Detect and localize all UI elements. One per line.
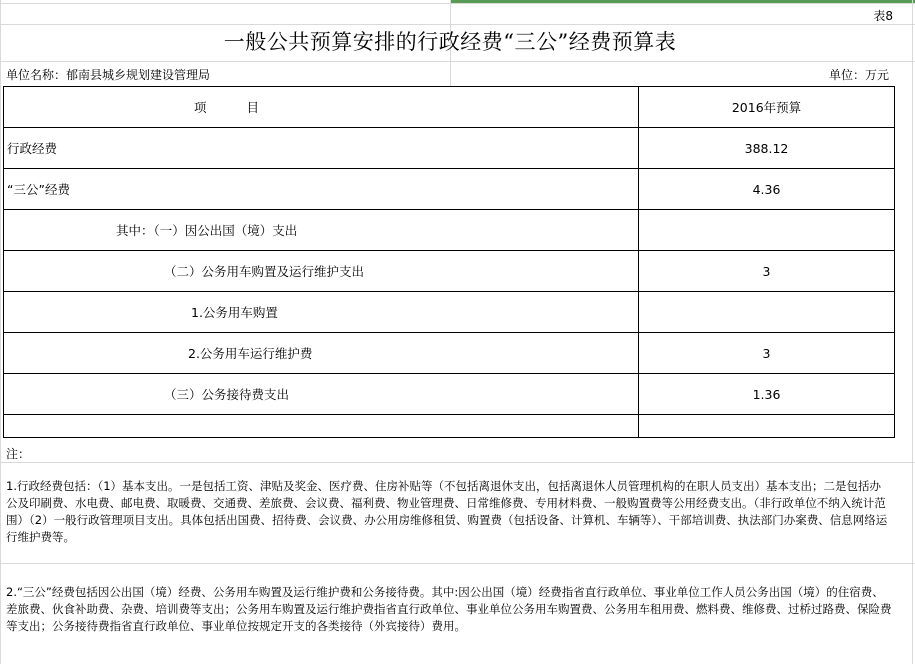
row-value-cell[interactable]: 388.12 xyxy=(639,128,895,169)
row-value-cell[interactable]: 3 xyxy=(639,251,895,292)
note-admin-expenses: 1.行政经费包括：（1）基本支出。一是包括工资、津贴及奖金、医疗费、住房补贴等（不包括离退休支出，包括离退休人员管理机构的在职人员支出）基本支出；二是包括办公及印刷费、水电费、邮电费、取暖费、交通费、差旅费、会议费、福利费、物业管理费、日常维修费、专用材料费、一般购置费等公用经费支出。（非行政单位不纳入统计范围）（2）一般行政管理项目支出。具体包括出国费、招待费、会议费、办公用房维修租赁、购置费（包括设备、计算机、车辆等）、干部培训费、执法部门办案费、信息网络运行维护费等。 xyxy=(6,479,888,544)
table-row xyxy=(4,333,895,374)
table-row xyxy=(4,415,895,438)
row-label-cell[interactable]: （三）公务接待费支出 xyxy=(4,374,639,415)
unit-name: 单位名称：郁南县城乡规划建设管理局 xyxy=(6,68,211,82)
row-label-cell[interactable] xyxy=(4,415,639,438)
grid-line xyxy=(0,61,915,62)
currency-unit: 单位：万元 xyxy=(828,68,889,82)
grid-line xyxy=(0,24,915,25)
row-label-cell[interactable]: 其中：（一）因公出国（境）支出 xyxy=(4,210,639,251)
row-label-cell[interactable]: 1.公务用车购置 xyxy=(4,292,639,333)
row-label-cell[interactable]: 行政经费 xyxy=(4,128,639,169)
page-title: 一般公共预算安排的行政经费“三公”经费预算表 xyxy=(223,30,677,54)
table-number: 表8 xyxy=(873,9,893,23)
row-value-cell[interactable] xyxy=(639,292,895,333)
table-row xyxy=(4,210,895,251)
row-value-cell[interactable]: 3 xyxy=(639,333,895,374)
grid-line xyxy=(0,3,915,4)
note-three-public-expenses: 2.“三公”经费包括因公出国（境）经费、公务用车购置及运行维护费和公务接待费。其中:因公出国（境）经费指省直行政单位、事业单位工作人员公务出国（境）的住宿费、差旅费、伙食补助费、杂费、培训费等支出；公务用车购置及运行维护费指省直行政单位、事业单位公务用车购置费、公务用车租用费、燃料费、维修费、过桥过路费、保险费等支出；公务接待费指省直行政单位、事业单位按规定开支的各类接待（外宾接待）费用。 xyxy=(6,585,892,633)
grid-line xyxy=(0,563,915,564)
row-label-cell[interactable]: 2.公务用车运行维护费 xyxy=(4,333,639,374)
row-label-cell[interactable]: “三公”经费 xyxy=(4,169,639,210)
row-value-cell[interactable]: 4.36 xyxy=(639,169,895,210)
table-row xyxy=(4,374,895,415)
table-row xyxy=(4,128,895,169)
notes-label: 注： xyxy=(6,447,31,461)
budget-table xyxy=(3,86,895,438)
grid-line xyxy=(912,0,913,664)
table-header-row xyxy=(4,87,895,128)
column-header-item[interactable]: 项 目 xyxy=(4,87,639,128)
table-row xyxy=(4,251,895,292)
column-header-budget[interactable]: 2016年预算 xyxy=(639,87,895,128)
table-row xyxy=(4,292,895,333)
table-row xyxy=(4,169,895,210)
grid-line xyxy=(0,462,915,463)
row-value-cell[interactable] xyxy=(639,415,895,438)
row-value-cell[interactable]: 1.36 xyxy=(639,374,895,415)
grid-line xyxy=(0,0,1,664)
row-value-cell[interactable] xyxy=(639,210,895,251)
row-label-cell[interactable]: （二）公务用车购置及运行维护支出 xyxy=(4,251,639,292)
